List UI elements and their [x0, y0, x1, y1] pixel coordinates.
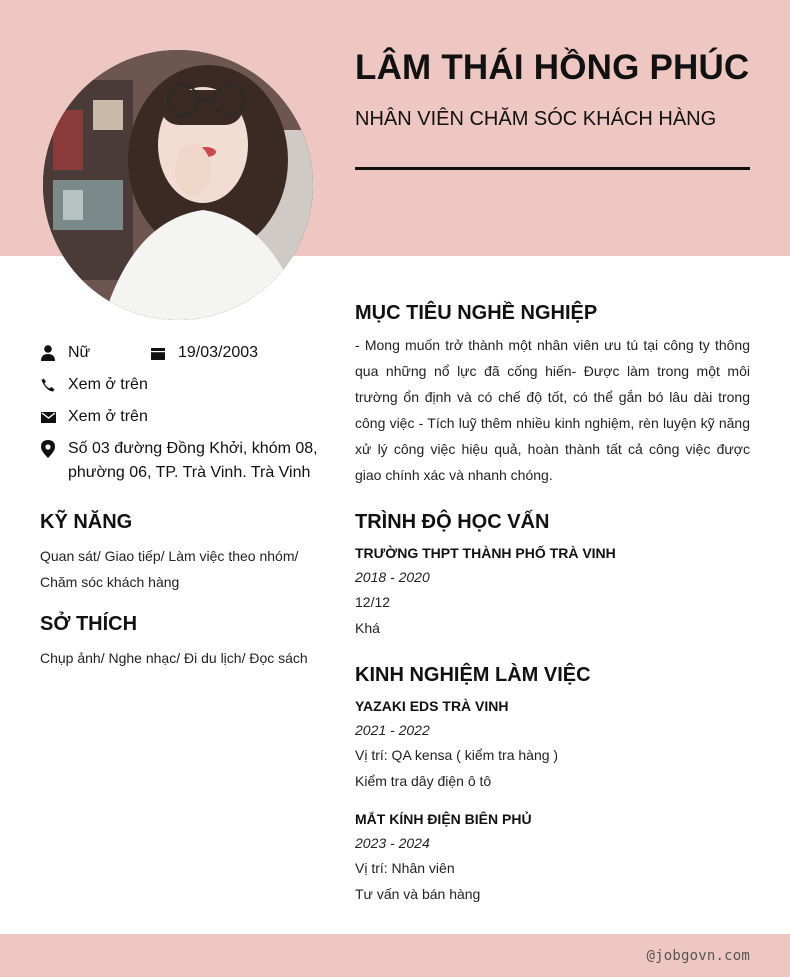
email-value: Xem ở trên — [68, 408, 148, 425]
skills-heading: KỸ NĂNG — [40, 511, 133, 533]
location-pin-icon — [40, 437, 56, 461]
experience-company: YAZAKI EDS TRÀ VINH — [355, 698, 509, 714]
experience-period: 2023 - 2024 — [355, 835, 430, 851]
email-row — [40, 405, 148, 429]
education-rank: Khá — [355, 620, 380, 636]
experience-company: MẮT KÍNH ĐIỆN BIÊN PHỦ — [355, 811, 532, 827]
objective-heading: MỤC TIÊU NGHỀ NGHIỆP — [355, 302, 598, 324]
experience-heading: KINH NGHIỆM LÀM VIỆC — [355, 664, 591, 686]
phone-row — [40, 373, 148, 397]
education-period: 2018 - 2020 — [355, 569, 430, 585]
education-heading: TRÌNH ĐỘ HỌC VẤN — [355, 511, 550, 533]
education-school: TRƯỜNG THPT THÀNH PHỐ TRÀ VINH — [355, 545, 616, 561]
candidate-name: LÂM THÁI HỒNG PHÚC — [355, 48, 750, 87]
experience-position: Vị trí: QA kensa ( kiểm tra hàng ) — [355, 747, 559, 763]
objective-text: - Mong muốn trở thành một nhân viên ưu tú tại công ty thông qua những nổ lực đã cống hiến- Được làm trong một môi trường ổn định và có chế độ tốt, có thể gắn bó lâu dài trong công việc - Tích luỹ thêm nhiều kinh nghiệm, rèn luyện kỹ năng xử lý công việc hiệu quả, hoàn thành tất cả công việc được giao chính xác và nhanh chóng. — [355, 337, 750, 483]
calendar-icon — [150, 341, 166, 365]
footer-watermark: @jobgovn.com — [646, 948, 750, 964]
experience-description: Kiểm tra dây điện ô tô — [355, 773, 492, 789]
hobbies-text: Chụp ảnh/ Nghe nhạc/ Đi du lịch/ Đọc sách — [40, 650, 308, 666]
birthdate-row — [150, 341, 258, 365]
experience-description: Tư vấn và bán hàng — [355, 886, 481, 902]
education-grade: 12/12 — [355, 594, 391, 610]
profile-photo — [43, 50, 313, 320]
address-value: Số 03 đường Đồng Khởi, khóm 08, phường 06, TP. Trà Vinh. Trà Vinh — [68, 440, 318, 481]
skills-text: Quan sát/ Giao tiếp/ Làm việc theo nhóm/ Chăm sóc khách hàng — [40, 548, 299, 590]
experience-period: 2021 - 2022 — [355, 722, 430, 738]
hobbies-heading: SỞ THÍCH — [40, 613, 138, 635]
birthdate-value: 19/03/2003 — [178, 344, 259, 361]
phone-value: Xem ở trên — [68, 376, 148, 393]
title-divider — [355, 167, 750, 170]
gender-value: Nữ — [68, 344, 91, 361]
experience-position: Vị trí: Nhân viên — [355, 860, 455, 876]
address-row — [40, 437, 325, 485]
person-icon — [40, 341, 56, 365]
job-title: NHÂN VIÊN CHĂM SÓC KHÁCH HÀNG — [355, 108, 717, 130]
phone-icon — [40, 373, 56, 397]
mail-icon — [40, 405, 56, 429]
gender-row — [40, 341, 90, 365]
